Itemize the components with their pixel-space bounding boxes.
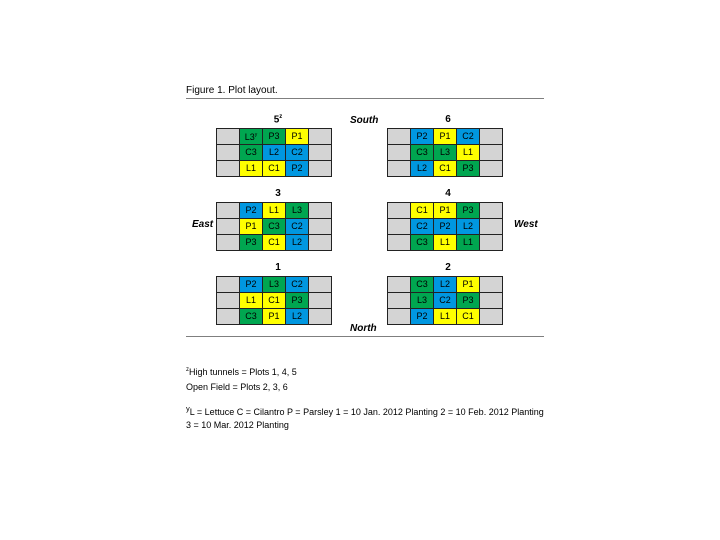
grid-cell: [240, 161, 263, 177]
grid-cell-label: L1: [462, 237, 473, 247]
plot-label-2: 2: [445, 262, 451, 273]
compass-west: West: [514, 219, 538, 230]
grid-cell: [263, 293, 286, 309]
grid-cell-label: L1: [462, 147, 473, 157]
grid-cell: [263, 129, 286, 145]
plot-label-1: 1: [275, 262, 281, 273]
grid-cell-empty: [217, 277, 240, 293]
grid-cell: [240, 203, 263, 219]
grid-cell-label: P3: [462, 205, 474, 215]
grid-cell: [434, 219, 457, 235]
grid-cell: [411, 161, 434, 177]
grid-row: [388, 203, 503, 219]
grid-cell-empty: [309, 161, 332, 177]
grid-cell-empty: [217, 309, 240, 325]
grid-cell-empty: [309, 293, 332, 309]
grid-cell: [457, 277, 480, 293]
grid-row: [217, 145, 332, 161]
grid-cell-label: C2: [291, 147, 303, 157]
grid-cell-empty: [480, 161, 503, 177]
grid-cell-label: L1: [245, 163, 256, 173]
grid-cell-label: P3: [291, 295, 303, 305]
grid-cell: [457, 309, 480, 325]
grid-cell-label: P1: [245, 221, 257, 231]
grid-cell-empty: [217, 219, 240, 235]
grid-cell-label: L3: [416, 295, 427, 305]
grid-cell-empty: [309, 145, 332, 161]
grid-cell-label: C2: [462, 131, 474, 141]
grid-cell-label: C1: [416, 205, 428, 215]
grid-cell-empty: [388, 277, 411, 293]
grid-cell: [286, 309, 309, 325]
grid-cell-empty: [480, 203, 503, 219]
grid-cell-label: L2: [416, 163, 427, 173]
plot-grid-2: [387, 276, 503, 325]
grid-row: [217, 293, 332, 309]
grid-cell-label: L3: [439, 147, 450, 157]
grid-row: [388, 235, 503, 251]
grid-row: [388, 309, 503, 325]
top-rule: [186, 98, 544, 99]
grid-cell: [263, 277, 286, 293]
grid-cell: [240, 309, 263, 325]
grid-row: [388, 277, 503, 293]
grid-cell: L3$^y$: [240, 129, 263, 145]
plot-grid-6: [387, 128, 503, 177]
grid-cell: [240, 145, 263, 161]
grid-cell-empty: [388, 203, 411, 219]
grid-cell: [263, 203, 286, 219]
grid-cell-empty: [388, 235, 411, 251]
grid-cell-label: P3: [268, 131, 280, 141]
grid-row: [217, 309, 332, 325]
grid-cell-label: L1: [439, 311, 450, 321]
grid-cell: [286, 293, 309, 309]
grid-cell-label: C3: [245, 147, 257, 157]
grid-cell-empty: [309, 203, 332, 219]
grid-cell: [434, 309, 457, 325]
grid-cell-label: P1: [462, 279, 474, 289]
grid-cell: [286, 161, 309, 177]
note-legend: $^y$L = Lettuce C = Cilantro P = Parsley 1 = 10 Jan. 2012 Planting 2 = 10 Feb. 2012 Planting 3 = 10 Mar. 2012 Planting: [186, 404, 544, 430]
plot-label-3: 3: [275, 188, 281, 199]
grid-cell-label: C2: [439, 295, 451, 305]
grid-cell: [411, 235, 434, 251]
grid-cell-label: P1: [439, 131, 451, 141]
grid-cell: [457, 219, 480, 235]
grid-cell-empty: [480, 277, 503, 293]
grid-cell: [263, 145, 286, 161]
grid-cell: [457, 203, 480, 219]
grid-cell-label: C2: [416, 221, 428, 231]
grid-cell-label: L1: [439, 237, 450, 247]
grid-cell: [263, 235, 286, 251]
grid-cell: [286, 219, 309, 235]
grid-cell-label: P2: [291, 163, 303, 173]
grid-cell-empty: [309, 277, 332, 293]
plot-grid-3: [216, 202, 332, 251]
grid-cell-empty: [480, 309, 503, 325]
grid-cell-empty: [480, 219, 503, 235]
grid-cell: [411, 219, 434, 235]
grid-cell-empty: [217, 161, 240, 177]
grid-cell: [457, 235, 480, 251]
grid-cell-label: P3: [245, 237, 257, 247]
grid-cell-label: L1: [245, 295, 256, 305]
grid-cell-label: P2: [416, 131, 428, 141]
grid-cell: [411, 309, 434, 325]
grid-cell-empty: [480, 293, 503, 309]
grid-cell-empty: [480, 235, 503, 251]
grid-cell-label: P2: [416, 311, 428, 321]
grid-cell-label: C1: [439, 163, 451, 173]
grid-cell-label: L2: [291, 311, 302, 321]
grid-cell: [411, 145, 434, 161]
grid-cell-label: P2: [245, 205, 257, 215]
grid-cell-label: P1: [291, 131, 303, 141]
grid-cell-label: C2: [291, 279, 303, 289]
grid-cell-label: P2: [439, 221, 451, 231]
grid-cell-empty: [480, 129, 503, 145]
grid-cell-label: C1: [268, 295, 280, 305]
grid-row: [388, 145, 503, 161]
grid-cell: [434, 145, 457, 161]
grid-cell-empty: [309, 129, 332, 145]
plot-grid-5: [216, 128, 332, 177]
plot-grid-1: [216, 276, 332, 325]
grid-cell: [457, 161, 480, 177]
grid-cell: [434, 203, 457, 219]
grid-cell-empty: [309, 309, 332, 325]
grid-cell-empty: [388, 145, 411, 161]
grid-cell-label: L1: [268, 205, 279, 215]
plot-label-5: 5$^z$: [273, 114, 283, 126]
grid-row: [217, 235, 332, 251]
plot-label-4: 4: [445, 188, 451, 199]
bottom-rule: [186, 336, 544, 337]
grid-cell: [240, 235, 263, 251]
grid-row: [217, 277, 332, 293]
grid-cell: [434, 277, 457, 293]
grid-row: [217, 203, 332, 219]
grid-cell-label: C3: [416, 237, 428, 247]
grid-cell-label: C1: [268, 163, 280, 173]
compass-north: North: [350, 323, 377, 334]
grid-cell-empty: [217, 293, 240, 309]
grid-cell: [240, 277, 263, 293]
grid-cell-empty: [309, 219, 332, 235]
grid-cell: [240, 219, 263, 235]
grid-row: [217, 219, 332, 235]
grid-cell-empty: [217, 129, 240, 145]
grid-cell-empty: [217, 235, 240, 251]
grid-row: [388, 293, 503, 309]
compass-east: East: [192, 219, 214, 230]
grid-cell-empty: [388, 161, 411, 177]
grid-cell: [286, 145, 309, 161]
grid-cell: [411, 277, 434, 293]
grid-cell: [263, 219, 286, 235]
grid-cell-empty: [388, 309, 411, 325]
grid-cell-label: C3: [416, 147, 428, 157]
grid-cell: [434, 235, 457, 251]
grid-cell: [434, 129, 457, 145]
grid-cell-label: C3: [416, 279, 428, 289]
grid-cell: [411, 203, 434, 219]
grid-cell: [457, 293, 480, 309]
grid-cell-label: C3: [268, 221, 280, 231]
grid-cell-empty: [388, 219, 411, 235]
grid-cell: [263, 309, 286, 325]
grid-cell-empty: [217, 203, 240, 219]
plot-grid-4: [387, 202, 503, 251]
grid-cell-label: L2: [439, 279, 450, 289]
grid-cell: [411, 293, 434, 309]
grid-cell: [457, 145, 480, 161]
grid-cell-label: C2: [291, 221, 303, 231]
grid-cell-label: P1: [439, 205, 451, 215]
grid-cell-label: L3: [291, 205, 302, 215]
grid-cell: [263, 161, 286, 177]
grid-cell-label: P3: [462, 163, 474, 173]
plot-label-6: 6: [445, 114, 451, 125]
grid-cell-label: L2: [268, 147, 279, 157]
grid-cell-empty: [480, 145, 503, 161]
grid-cell-label: L2: [291, 237, 302, 247]
grid-cell-label: P1: [268, 311, 280, 321]
grid-cell-empty: [388, 293, 411, 309]
grid-row: [388, 129, 503, 145]
grid-cell-label: C1: [462, 311, 474, 321]
grid-cell: [286, 277, 309, 293]
grid-cell-label: P3: [462, 295, 474, 305]
grid-cell-empty: [309, 235, 332, 251]
grid-row: [217, 161, 332, 177]
note-high-tunnels: $^z$High tunnels = Plots 1, 4, 5: [186, 367, 297, 377]
grid-cell: [434, 161, 457, 177]
grid-row: [217, 129, 332, 145]
grid-cell: [286, 235, 309, 251]
grid-cell-label: L3: [268, 279, 279, 289]
grid-cell: [457, 129, 480, 145]
compass-south: South: [350, 115, 379, 126]
grid-cell: [286, 129, 309, 145]
grid-cell-label: C3: [245, 311, 257, 321]
grid-row: [388, 161, 503, 177]
grid-cell-label: L2: [462, 221, 473, 231]
grid-cell: [286, 203, 309, 219]
figure-title: Figure 1. Plot layout.: [186, 85, 278, 96]
grid-cell-label: P2: [245, 279, 257, 289]
grid-cell: [434, 293, 457, 309]
grid-cell-empty: [388, 129, 411, 145]
grid-cell-label: C1: [268, 237, 280, 247]
note-open-field: Open Field = Plots 2, 3, 6: [186, 382, 288, 392]
grid-row: [388, 219, 503, 235]
grid-cell-empty: [217, 145, 240, 161]
grid-cell: [411, 129, 434, 145]
grid-cell-label: L3: [244, 132, 255, 142]
grid-cell: [240, 293, 263, 309]
